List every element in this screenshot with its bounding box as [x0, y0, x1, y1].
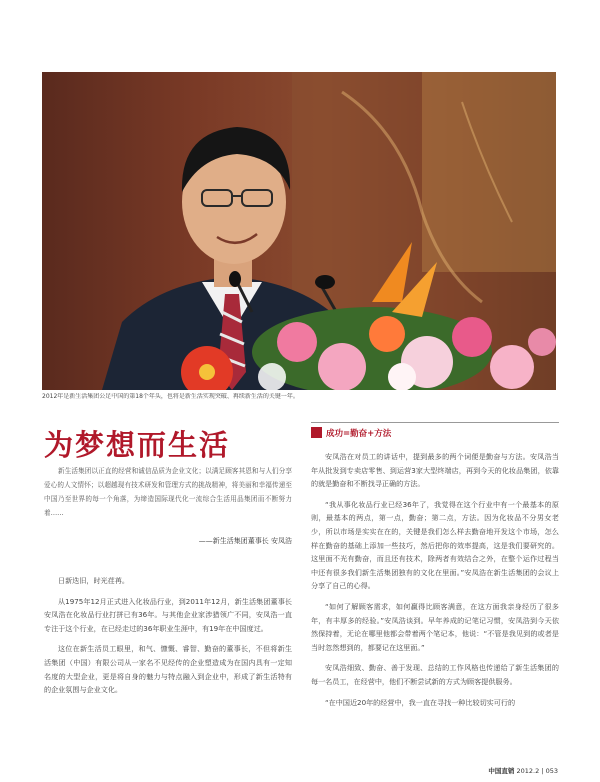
article-title: 为梦想而生活: [44, 428, 231, 462]
speaker-illustration: [42, 72, 556, 390]
body-paragraph: “在中国近20年的经营中，我一直在寻找一种比较切实可行的: [325, 697, 516, 707]
section-header: [311, 422, 559, 438]
body-paragraph: 日新迭旧，时光荏苒。: [58, 576, 129, 585]
hero-photo: [42, 72, 556, 390]
body-paragraph: 从1975年12月正式进入化妆品行业，到2011年12月，新生活集团董事长安凤浩在化妆品行业打拼已有36年。与其他企业家涉猎领广不同，安凤浩一直专注于这个行业，在已经走过的36年职业生涯中，有19年在中国度过。: [44, 596, 292, 633]
article-intro: 新生活集团以正直的经营和诚信品质为企业文化；以满足顾客其恩和与人们分享爱心的人文情怀；以超越现有技术研发和管理方式的挑战精神，将美丽和幸福传递至中国乃至世界的每一个角落，为缔造国际现代化一流综合生活用品集团而不断努力着……: [44, 467, 292, 517]
intro-signature: ——新生活集团董事长 安凤浩: [198, 537, 292, 545]
photo-caption: 2012年是新生活集团公足中国的第18个年头，也将是新生活实现突破、再续新生活的关键一年。: [42, 393, 299, 400]
footer-brand: 中国直销: [488, 767, 515, 775]
footer-page-number: 053: [545, 767, 558, 775]
section-marker-icon: [311, 427, 322, 438]
body-paragraph: “我从事化妆品行业已经36年了，我觉得在这个行业中有一个最基本的原则，最基本的两点，第一点，勤奋；第二点，方法。因为化妆品不分男女老少，所以市场是实实在在的，关键是我们怎么样去勤奋地开发这个市场，怎么样在勤奋的基础上添加一些技巧，然后把你的效率提高，这是我们要研究的。这里面不光有勤奋，而且还有技术，除两者有效结合之外，在整个运作过程当中还有很多我们新生活集团独有的文化在里面。”安凤浩在新生活集团的会议上分享了自己的心得。: [311, 499, 559, 591]
left-column: [44, 574, 292, 704]
body-paragraph: 安凤浩细致、勤奋、善于发现、总结的工作风格也传递给了新生活集团的每一名员工，在经营中，他们不断尝试新的方式为顾客提供服务。: [311, 663, 559, 686]
footer-separator: |: [541, 767, 544, 775]
right-column: [311, 450, 559, 716]
body-paragraph: “如何了解顾客需求，如何赢得比顾客满意，在这方面我亲身经历了很多年，有丰厚多的经验。”安凤浩谈到。早年养成的记笔记习惯，安凤浩到今天依然保持着，无论在哪里他都会带着两个笔记本，他说：“不管是我见到的或者是当时忽然想到的，都要记在这里面。”: [311, 601, 559, 652]
body-paragraph: 安凤浩在对员工的讲话中，提到最多的两个词便是勤奋与方法。安凤浩当年从批发到专卖店零售、到运营3家大型终端店，再到今天的化妆品集团，依靠的就是勤奋和不断找寻正确的方法。: [311, 452, 559, 489]
footer-issue: 2012.2: [516, 767, 540, 775]
page-footer: [488, 766, 558, 775]
body-paragraph: 这位在新生活员工眼里，和气、慷慨、睿智、勤奋的董事长，不但将新生活集团（中国）有限公司从一家名不见经传的企业塑造成为在国内具有一定知名度的大型企业，更是将自身的魅力与特点融入到企业中，形成了新生活特有的企业氛围与企业文化。: [44, 644, 292, 695]
section-title: 成功=勤奋+方法: [326, 429, 392, 439]
